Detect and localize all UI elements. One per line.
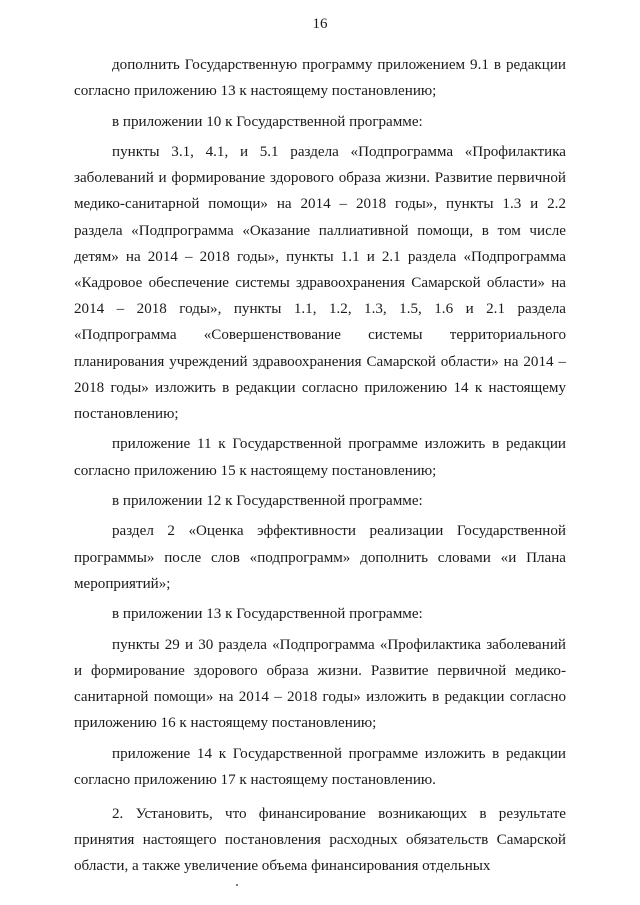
paragraph-addendum-9-1: дополнить Государственную программу приложением 9.1 в редакции согласно приложению 13 к настоящему постановлению; bbox=[74, 57, 566, 100]
paragraph-appendix-13-items: пункты 29 и 30 раздела «Подпрограмма «Профилактика заболеваний и формирование здорового образа жизни. Развитие первичной медико-санитарной помощи» на 2014 – 2018 годы» изложить в редакции согласно приложению 16 к настоящему постановлению; bbox=[74, 636, 566, 732]
paragraph-appendix-10-items: пункты 3.1, 4.1, и 5.1 раздела «Подпрограмма «Профилактика заболеваний и формирование здорового образа жизни. Развитие первичной медико-санитарной помощи» на 2014 – 2018 годы», пункты 1.3 и 2.2 раздела «Подпрограмма «Оказание паллиативной помощи, в том числе детям» на 2014 – 2018 годы», пункты 1.1 и 2.1 раздела «Подпрограмма «Кадровое обеспечение системы здравоохранения Самарской области» на 2014 – 2018 годы», пункты 1.1, 1.2, 1.3, 1.5, 1.6 и 2.1 раздела «Подпрограмма «Совершенствование системы территориального планирования учреждений здравоохранения Самарской области» на 2014 – 2018 годы» изложить в редакции согласно приложению 14 к настоящему постановлению; bbox=[74, 143, 566, 423]
document-body bbox=[74, 52, 566, 884]
paragraph-appendix-13-intro: в приложении 13 к Государственной программе: bbox=[112, 606, 423, 623]
paragraph-clause-2: 2. Установить, что финансирование возникающих в результате принятия настоящего постановления расходных обязательств Самарской области, а также увеличение объема финансирования отдельных bbox=[74, 805, 566, 875]
paragraph-appendix-12-section-2: раздел 2 «Оценка эффективности реализации Государственной программы» после слов «подпрограмм» дополнить словами «и Плана мероприятий»; bbox=[74, 523, 566, 592]
paragraph-appendix-12-intro: в приложении 12 к Государственной программе: bbox=[112, 493, 423, 509]
page-number: 16 bbox=[312, 16, 328, 32]
paragraph-appendix-14: приложение 14 к Государственной программе изложить в редакции согласно приложению 17 к настоящему постановлению. bbox=[74, 745, 566, 788]
scan-speck bbox=[236, 884, 238, 886]
paragraph-appendix-10-intro: в приложении 10 к Государственной программе: bbox=[112, 113, 423, 130]
paragraph-appendix-11: приложение 11 к Государственной программе изложить в редакции согласно приложению 15 к настоящему постановлению; bbox=[74, 436, 566, 479]
